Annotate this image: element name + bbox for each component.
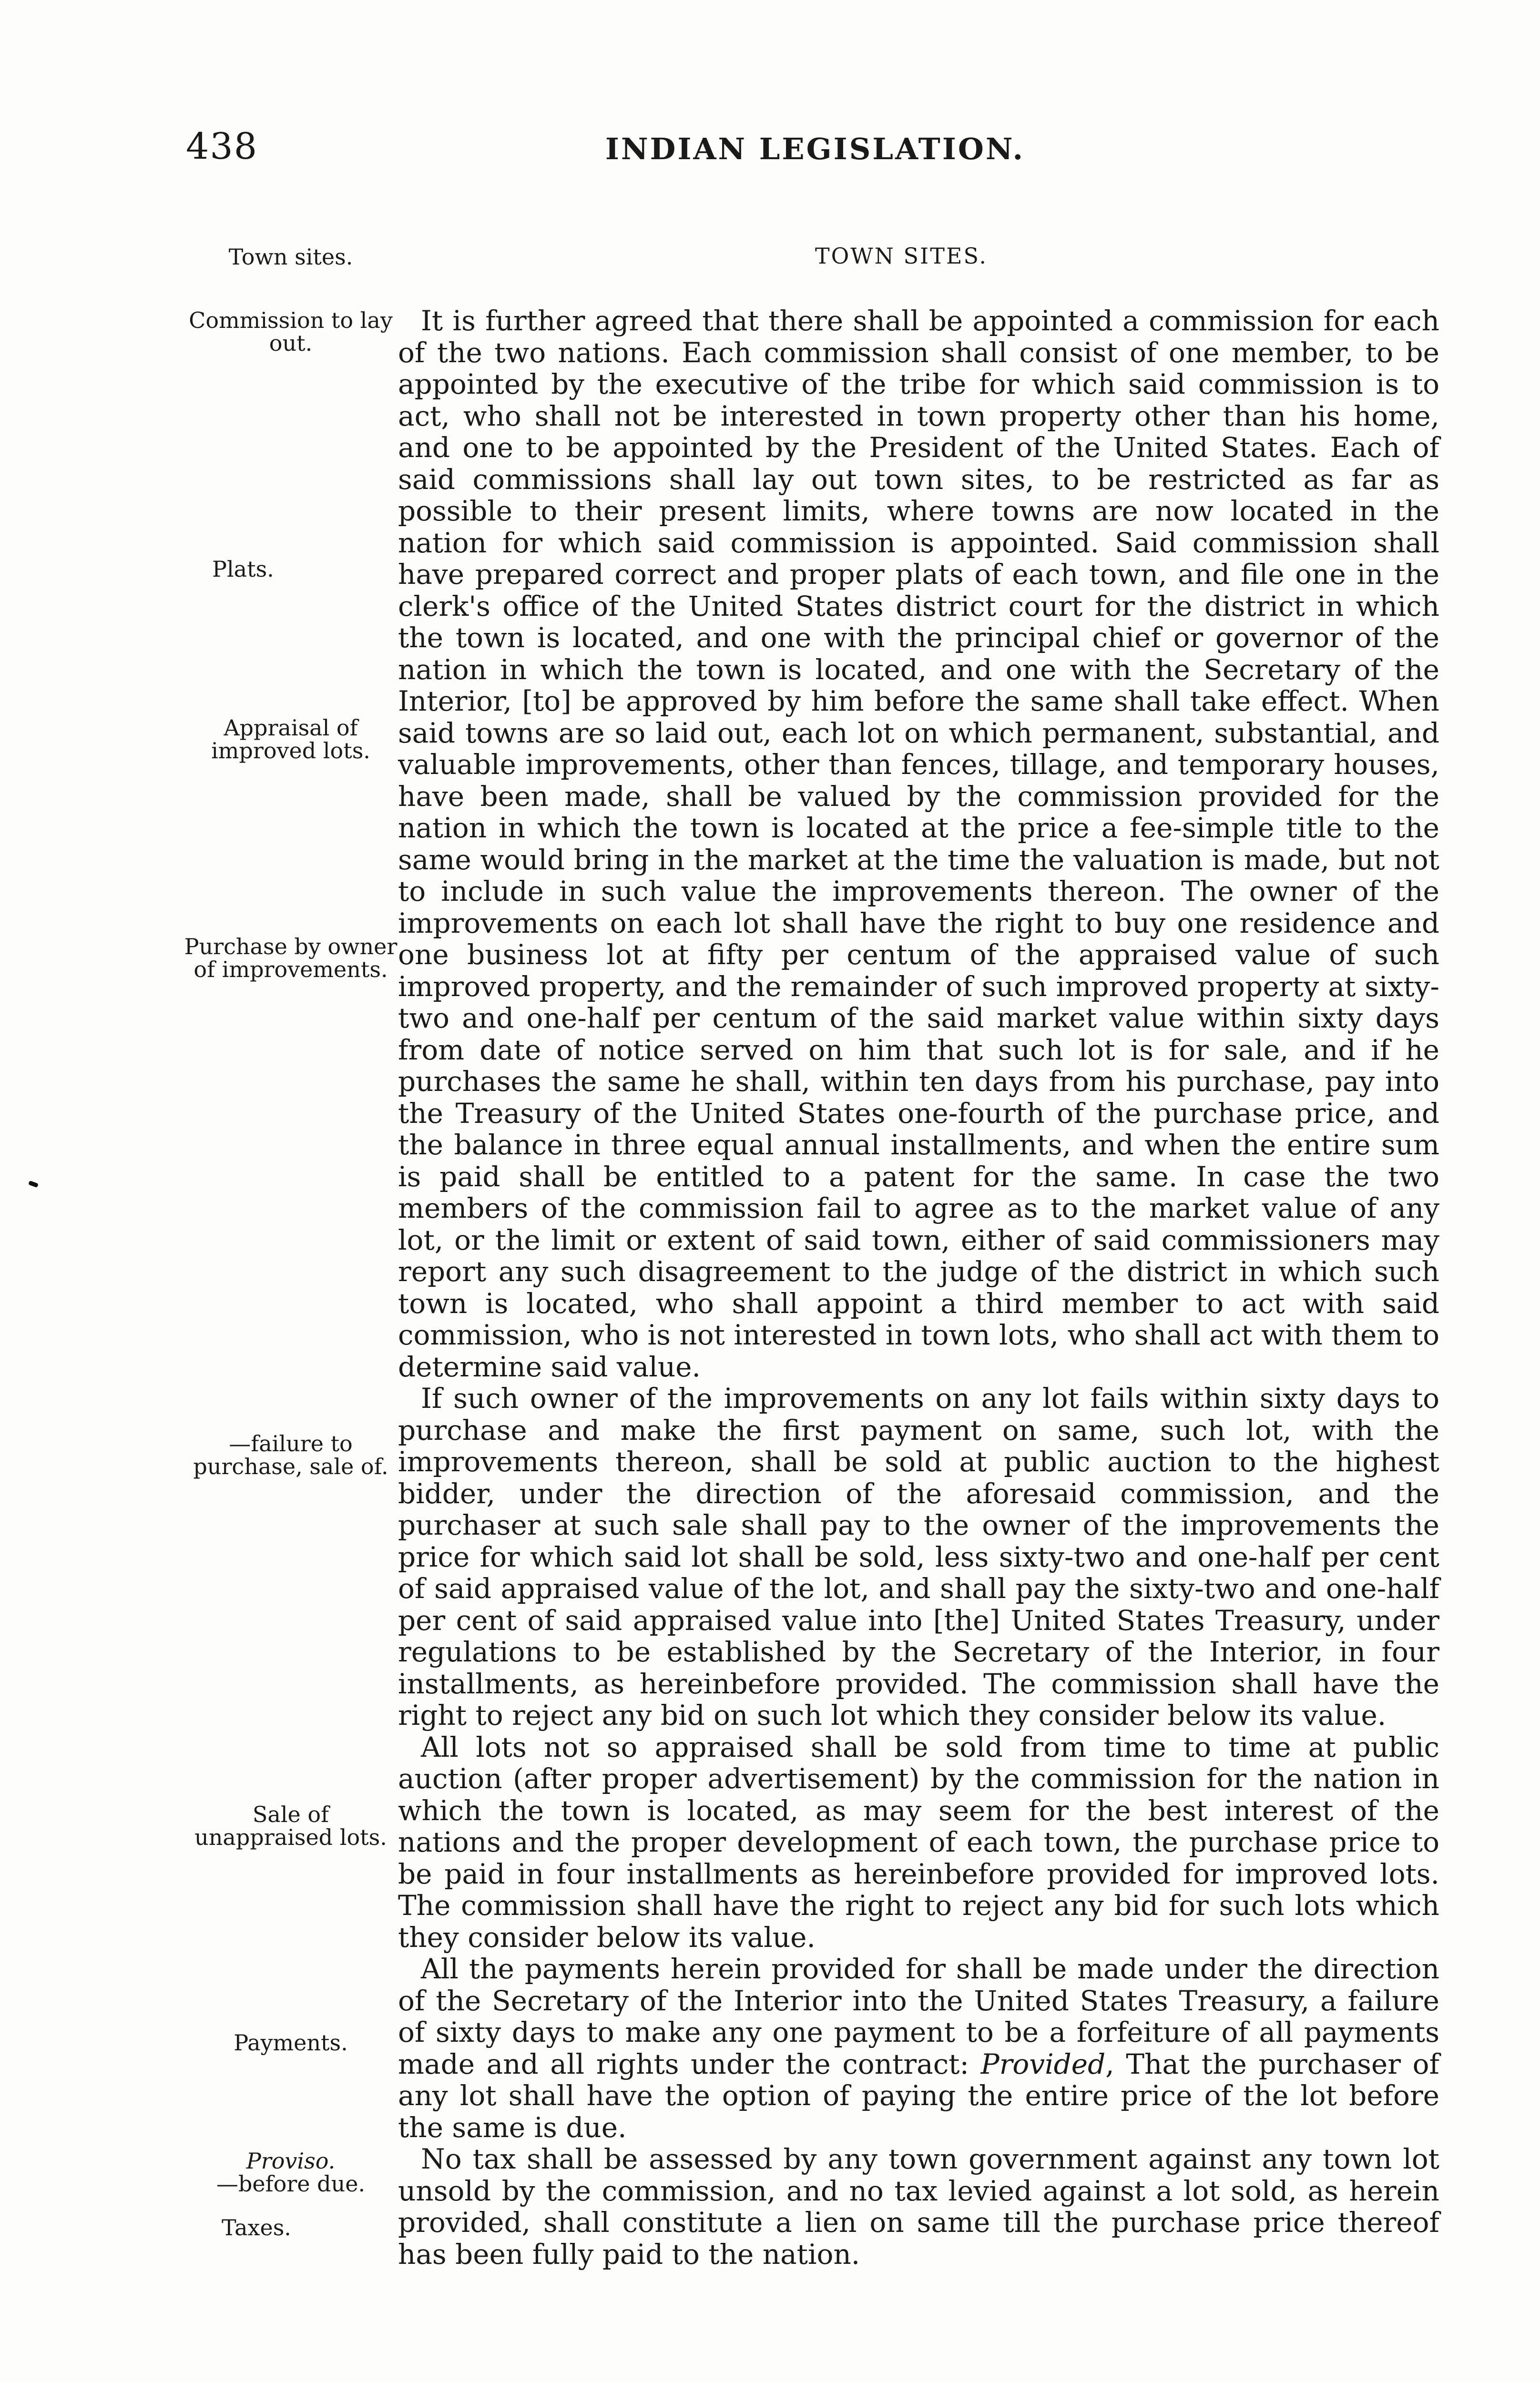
proviso-word: Provided	[980, 2047, 1106, 2080]
margin-note-proviso-wrap	[181, 2149, 400, 2172]
margin-note-taxes: Taxes.	[222, 2215, 291, 2240]
payments-text-before: All the payments herein provided for shall be made under the direction of the Secretary of the Interior into the United States Treasury, a failure of sixty days to make any one payment to be a forfeiture of all payments made and all rights under the contract:	[398, 1953, 1439, 2080]
margin-note-plats: Plats.	[212, 556, 274, 582]
paragraph-taxes: No tax shall be assessed by any town government against any town lot unsold by the commission, and no tax levied against a lot sold, as herein provided, shall constitute a lien on same till the purchase price thereof has been fully paid to the nation.	[398, 2143, 1439, 2271]
paragraph-commission: It is further agreed that there shall be appointed a commission for each of the two nations. Each commission shall consist of one member, to be appointed by the executive of the tribe for which said commission is to act, who shall not be interested in town property other than his home, and one to be appointed by the President of the United States. Each of said commissions shall lay out town sites, to be restricted as far as possible to their present limits, where towns are now located in the nation for which said commission is appointed. Said commission shall have prepared correct and proper plats of each town, and file one in the clerk's office of the United States district court for the district in which the town is located, and one with the principal chief or governor of the nation in which the town is located, and one with the Secretary of the Interior, [to] be approved by him before the same shall take effect. When said towns are so laid out, each lot on which permanent, substantial, and valuable improvements, other than fences, tillage, and temporary houses, have been made, shall be valued by the commission provided for the nation in which the town is located at the price a fee-simple title to the same would bring in the market at the time the valuation is made, but not to include in such value the improvements thereon. The owner of the improvements on each lot shall have the right to buy one residence and one business lot at fifty per centum of the appraised value of such improved property, and the remainder of such improved property at sixty-two and one-half per centum of the said market value within sixty days from date of notice served on him that such lot is for sale, and if he purchases the same he shall, within ten days from his purchase, pay into the Treasury of the United States one-fourth of the purchase price, and the balance in three equal annual installments, and when the entire sum is paid shall be entitled to a patent for the same. In case the two members of the commission fail to agree as to the market value of any lot, or the limit or extent of said town, either of said commissioners may report any such disagreement to the judge of the district in which such town is located, who shall appoint a third member to act with said commission, who is not interested in town lots, who shall act with them to determine said value.	[398, 305, 1439, 1383]
page-number: 438	[186, 125, 258, 167]
margin-note-before-due: —before due.	[216, 2171, 366, 2197]
margin-note-appraisal: Appraisal of improved lots.	[211, 715, 370, 764]
margin-note-town-sites: Town sites.	[228, 244, 353, 270]
margin-note-proviso: Proviso.	[246, 2148, 336, 2174]
margin-notes	[181, 0, 396, 2383]
margin-note-payments: Payments.	[234, 2030, 348, 2056]
body-text	[398, 305, 1439, 2270]
ink-speck	[28, 1181, 39, 1188]
paragraph-payments	[398, 1953, 1439, 2143]
margin-note-failure: —failure to purchase, sale of.	[193, 1431, 388, 1479]
margin-note-commission: Commission to lay out.	[189, 307, 393, 356]
paragraph-failure-to-purchase: If such owner of the improvements on any lot fails within sixty days to purchase and make the first payment on same, such lot, with the improvements thereon, shall be sold at public auction to the highest bidder, under the direction of the aforesaid commission, and the purchaser at such sale shall pay to the owner of the improvements the price for which said lot shall be sold, less sixty-two and one-half per cent of said appraised value of the lot, and shall pay the sixty-two and one-half per cent of said appraised value into [the] United States Treasury, under regulations to be established by the Secretary of the Interior, in four installments, as hereinbefore provided. The commission shall have the right to reject any bid on such lot which they consider below its value.	[398, 1382, 1439, 1731]
paragraph-unappraised-lots: All lots not so appraised shall be sold from time to time at public auction (after proper advertisement) by the commission for the nation in which the town is located, as may seem for the best interest of the nations and the proper development of each town, the purchase price to be paid in four installments as hereinbefore provided for improved lots. The commission shall have the right to reject any bid for such lots which they consider below its value.	[398, 1731, 1439, 1954]
section-title: TOWN SITES.	[815, 243, 988, 269]
margin-note-sale-unappraised: Sale of unappraised lots.	[194, 1802, 387, 1850]
payments-text-after: , That the purchaser of any lot shall have the option of paying the entire price of the lot before the same is due.	[398, 2047, 1439, 2144]
margin-note-purchase: Purchase by owner of improvements.	[184, 934, 398, 982]
running-head: INDIAN LEGISLATION.	[605, 132, 1025, 166]
